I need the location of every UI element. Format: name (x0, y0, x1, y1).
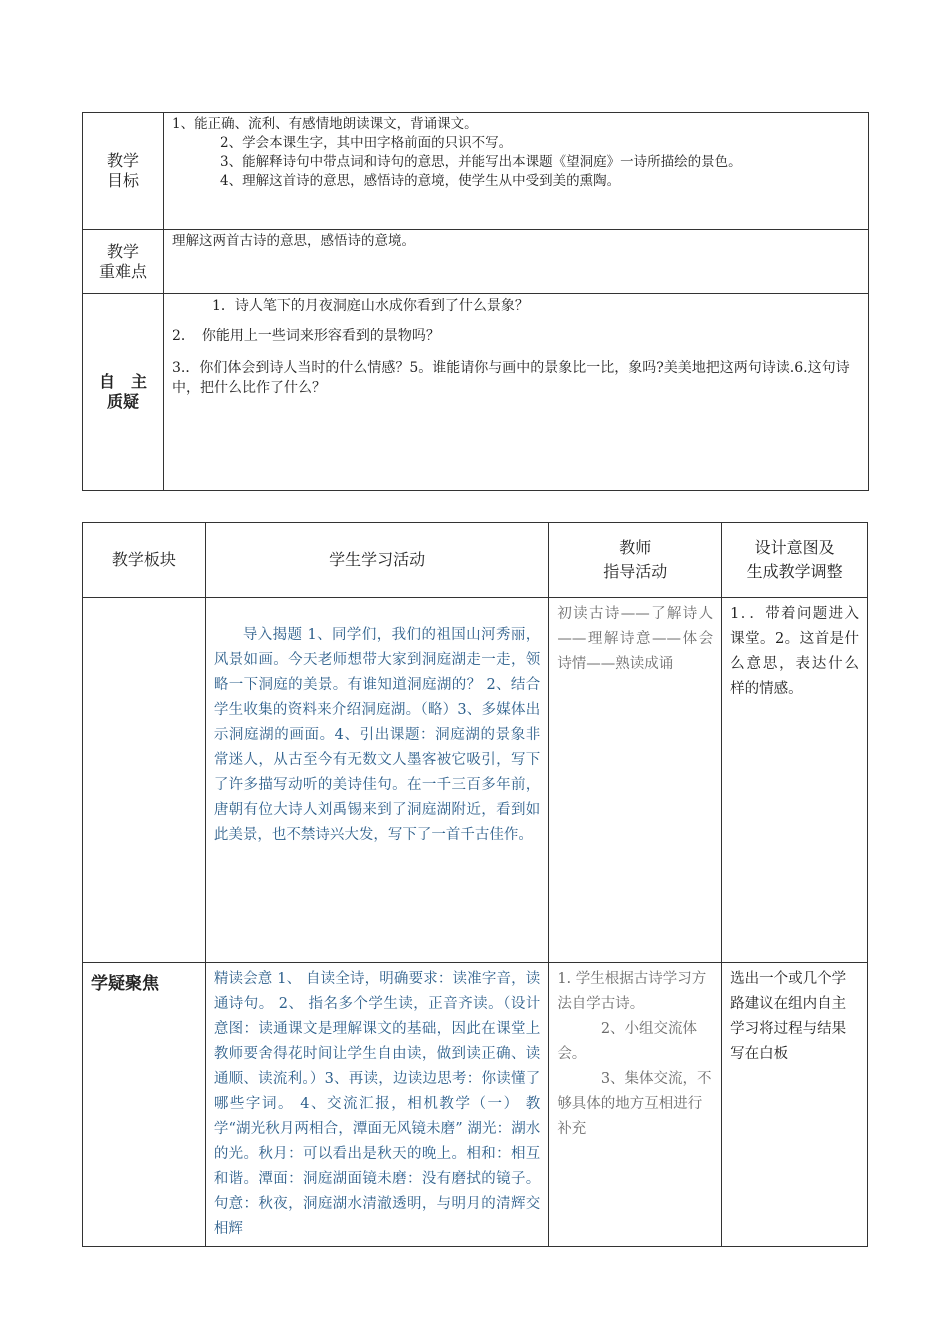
goal-item-4: 4、理解这首诗的意思，感悟诗的意境，使学生从中受到美的熏陶。 (220, 173, 621, 189)
questions-header (83, 294, 164, 491)
goal-header-line1: 教学 (106, 151, 139, 170)
focus-design-intent: 选出一个或几个学路建议在组内自主学习将过程与结果写在白板 (722, 963, 868, 1247)
intro-teacher-guidance: 初读古诗——了解诗人——理解诗意——体会诗情——熟读成诵 (549, 598, 722, 963)
header-module (83, 523, 206, 598)
focus-student-activity: 精读会意 1、 自读全诗，明确要求：读准字音，读通诗句。 2、 指名多个学生读，正音齐读。（设计意图：读通课文是理解课文的基础，因此在课堂上教师要舍得花时间让学生自由读，做到读正确、读通顺、读流利。）3、再读，边读边思考：你读懂了哪些字词。 4、交流汇报，相机教学（一） 教学“湖光秋月两相合，潭面无风镜未磨” 湖光：湖水的光。秋月：可以看出是秋天的晚上。相和：相互和谐。潭面：洞庭湖面镜未磨：没有磨拭的镜子。句意：秋夜，洞庭湖水清澈透明，与明月的清辉交相辉 (205, 963, 548, 1247)
goal-content (164, 113, 869, 230)
header-design-line2: 生成教学调整 (746, 562, 843, 581)
intro-row (83, 598, 868, 963)
focus-module: 学疑聚焦 (83, 963, 206, 1247)
difficulty-row (83, 230, 869, 294)
header-student-label: 学生学习活动 (329, 550, 426, 569)
lesson-overview-table (82, 112, 869, 491)
header-row (83, 523, 868, 598)
header-module-label: 教学板块 (111, 550, 176, 569)
header-teacher-line2: 指导活动 (603, 562, 668, 581)
goal-item-2: 2、学会本课生字，其中田字格前面的只识不写。 (220, 135, 513, 151)
focus-teacher-item-2: 2、小组交流体会。 (557, 1021, 698, 1062)
goal-header-line2: 目标 (106, 171, 139, 190)
focus-teacher-guidance (549, 963, 722, 1247)
header-design (722, 523, 868, 598)
question-3: 3.．你们体会到诗人当时的什么情感？5。谁能请你与画中的景象比一比，象吗?美美地把这两句诗读.6.这句诗中，把什么比作了什么？ (172, 360, 850, 396)
teaching-activities-table (82, 522, 868, 1247)
questions-row (83, 294, 869, 491)
header-student (205, 523, 548, 598)
goal-item-3: 3、能解释诗句中带点词和诗句的意思，并能写出本课题《望洞庭》一诗所描绘的景色。 (220, 154, 742, 170)
difficulty-text: 理解这两首古诗的意思，感悟诗的意境。 (172, 233, 415, 249)
focus-teacher-item-1: 1. 学生根据古诗学习方法自学古诗。 (557, 971, 707, 1012)
header-teacher-line1: 教师 (619, 538, 652, 557)
header-teacher (549, 523, 722, 598)
questions-content (164, 294, 869, 491)
question-1: 1．诗人笔下的月夜洞庭山水成你看到了什么景象？ (212, 298, 529, 314)
focus-teacher-item-3: 3、集体交流，不够具体的地方互相进行补充 (557, 1071, 712, 1137)
intro-design-intent: 1．．带着问题进入课堂。2。这首是什么意思，表达什么样的情感。 (722, 598, 868, 963)
intro-student-activity: 导入揭题 1、同学们，我们的祖国山河秀丽，风景如画。今天老师想带大家到洞庭湖走一走，领略一下洞庭的美景。有谁知道洞庭湖的？ 2、结合学生收集的资料来介绍洞庭湖。（略）3、多媒体出示洞庭湖的画面。4、引出课题：洞庭湖的景象非常迷人，从古至今有无数文人墨客被它吸引，写下了许多描写动听的美诗佳句。在一千三百多年前，唐朝有位大诗人刘禹锡来到了洞庭湖附近，看到如此美景，也不禁诗兴大发，写下了一首千古佳作。 (205, 598, 548, 963)
difficulty-content (164, 230, 869, 294)
focus-row (83, 963, 868, 1247)
goal-item-1: 1、能正确、流利、有感情地朗读课文，背诵课文。 (172, 116, 478, 132)
question-2: 2． 你能用上一些词来形容看到的景物吗？ (172, 328, 440, 344)
intro-module (83, 598, 206, 963)
questions-header-line1: 自 主 (98, 372, 147, 391)
difficulty-header-line2: 重难点 (98, 261, 147, 281)
header-design-line1: 设计意图及 (754, 538, 835, 557)
questions-header-line2: 质疑 (106, 392, 139, 411)
goal-header (83, 113, 164, 230)
goal-row (83, 113, 869, 230)
difficulty-header (83, 230, 164, 294)
difficulty-header-line1: 教学 (106, 241, 139, 261)
